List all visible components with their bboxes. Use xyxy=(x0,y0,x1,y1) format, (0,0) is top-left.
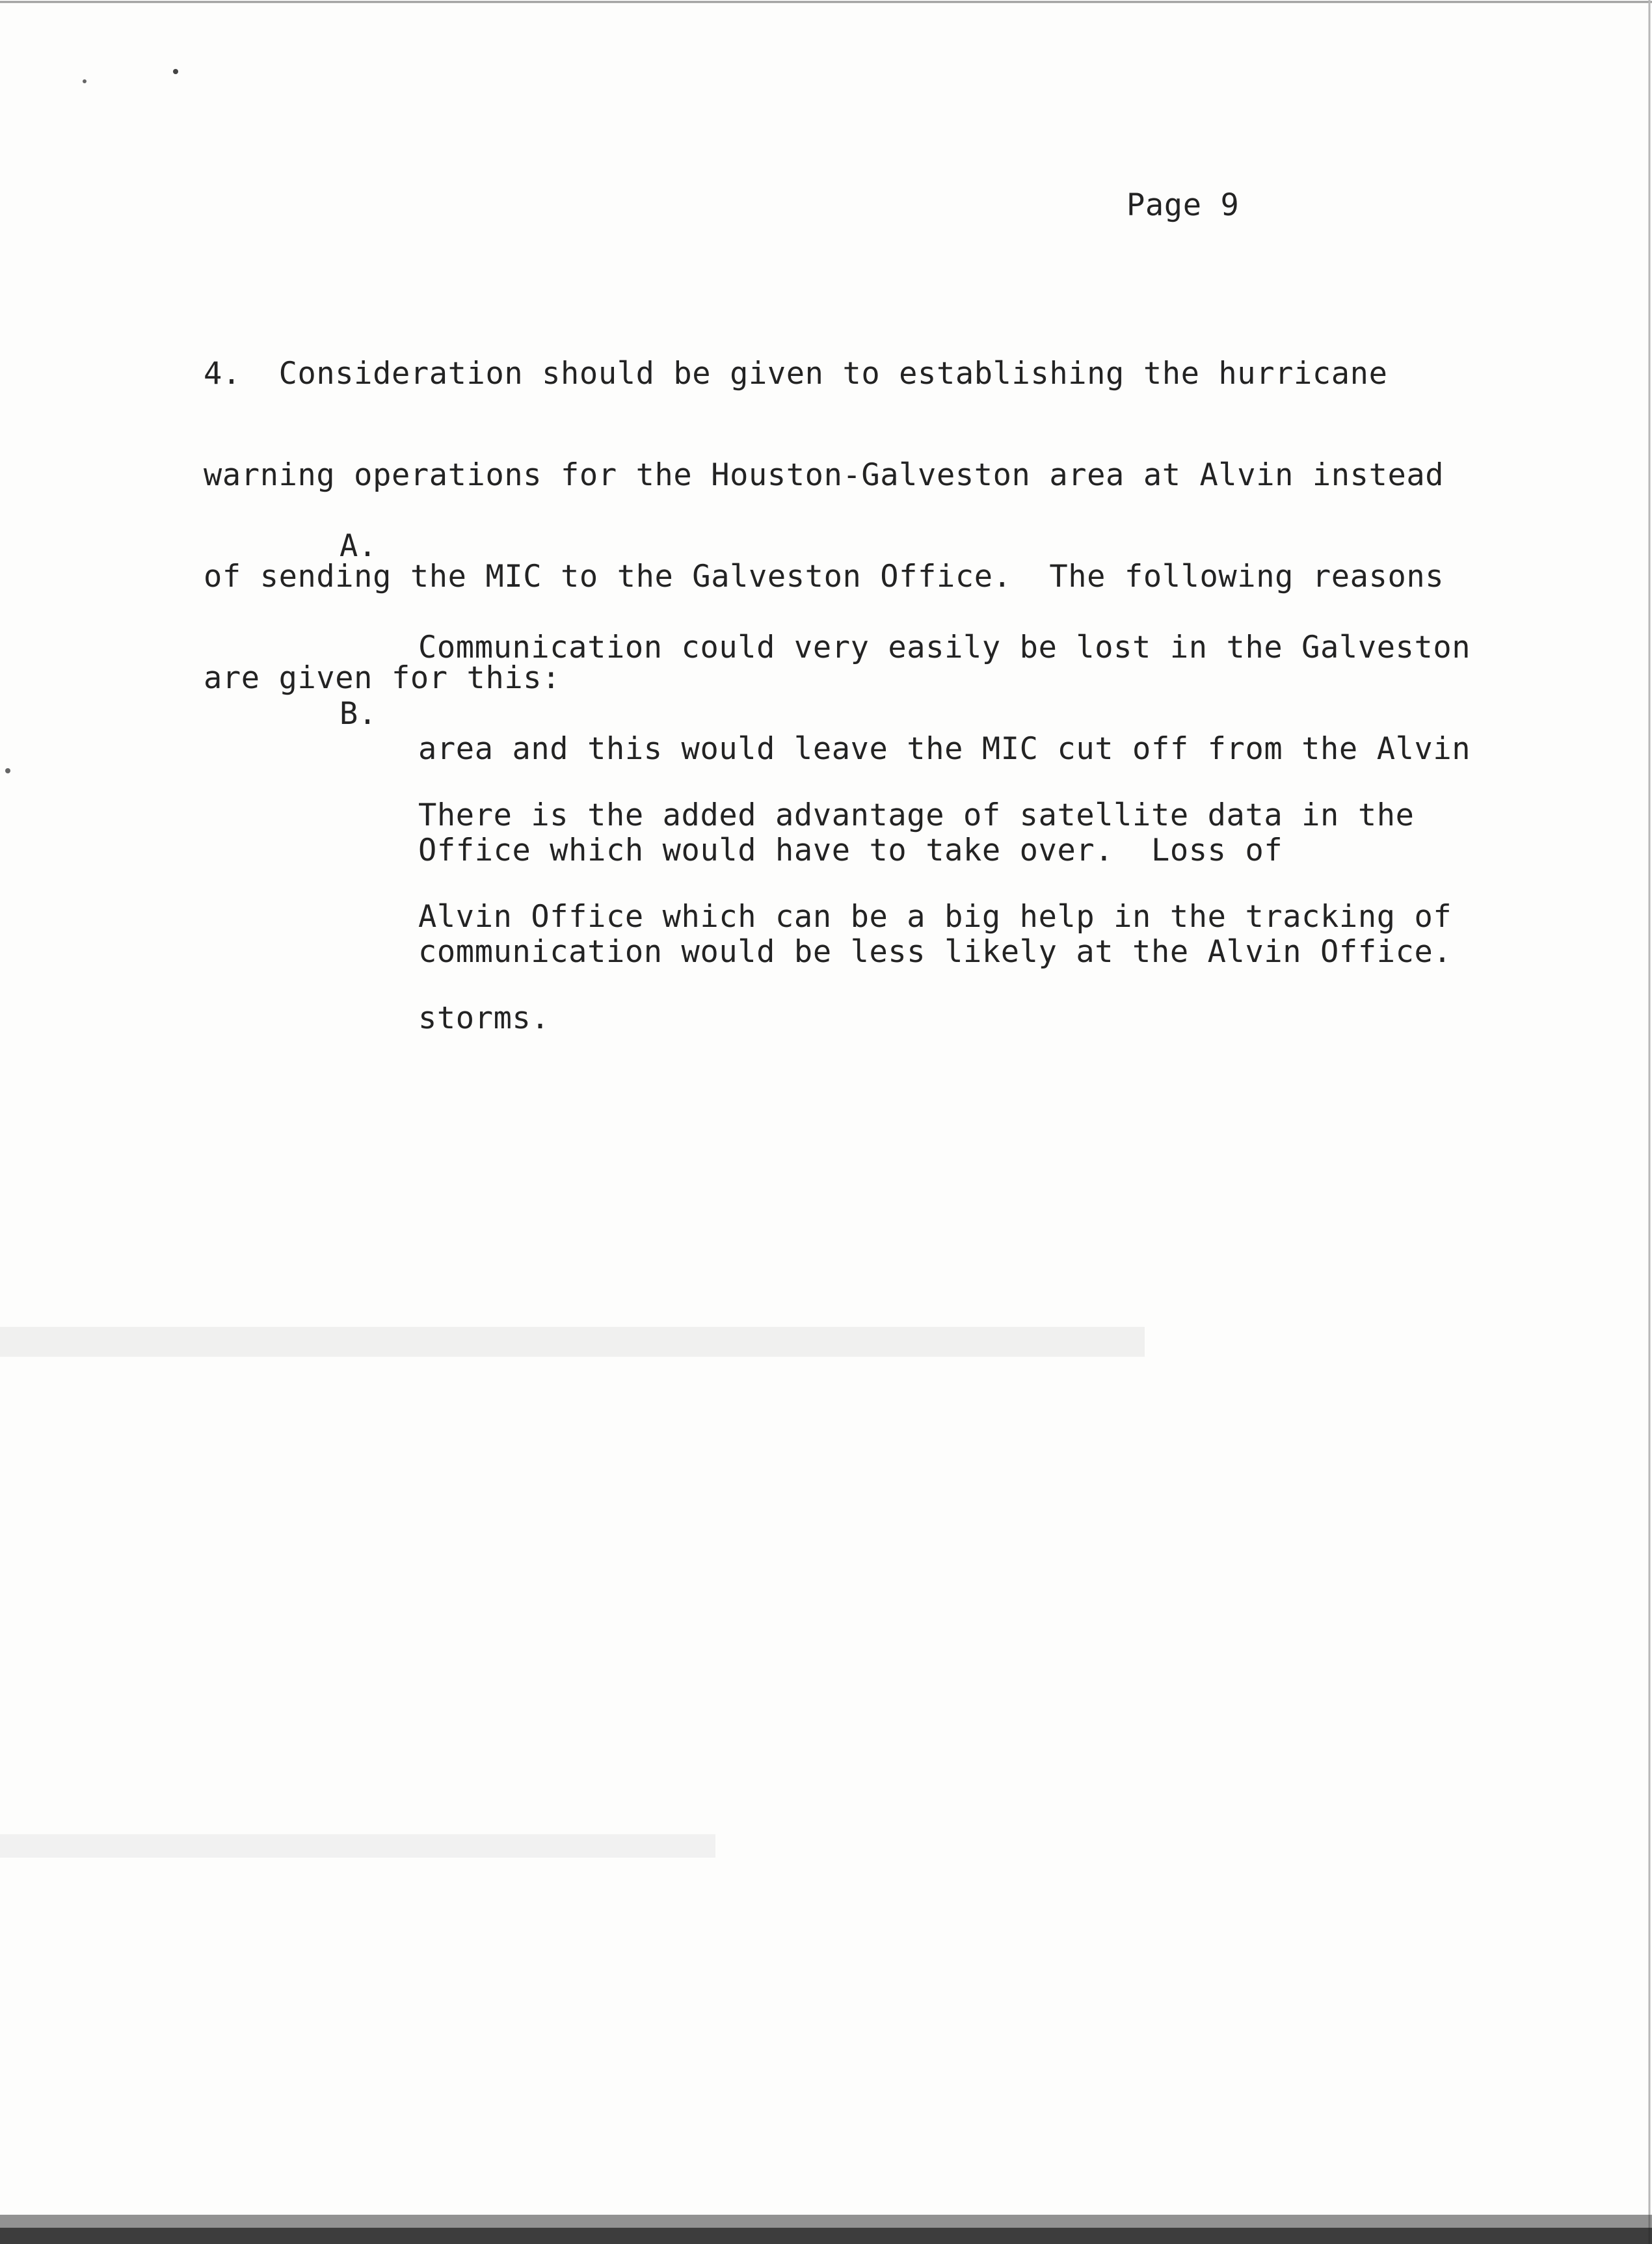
item-line: There is the added advantage of satellite data in the xyxy=(418,797,1415,833)
item-line: storms. xyxy=(418,1000,550,1036)
item-text xyxy=(418,731,1452,1103)
paragraph-line: warning operations for the Houston-Galveston area at Alvin instead xyxy=(204,457,1445,493)
paragraph-line: of sending the MIC to the Galveston Office. The following reasons xyxy=(204,559,1445,594)
item-line: Office which would have to take over. Loss of xyxy=(418,833,1283,868)
item-label: B. xyxy=(340,696,377,732)
item-line: Alvin Office which can be a big help in the tracking of xyxy=(418,899,1452,935)
item-line: Communication could very easily be lost in the Galveston xyxy=(418,630,1471,665)
item-line: communication would be less likely at the Alvin Office. xyxy=(418,934,1452,970)
paragraph-line: 4. Consideration should be given to establishing the hurricane xyxy=(204,356,1388,392)
page-number: Page 9 xyxy=(1126,187,1240,223)
paragraph-line: are given for this: xyxy=(204,660,561,696)
item-label: A. xyxy=(340,528,377,564)
item-line: area and this would leave the MIC cut off from the Alvin xyxy=(418,731,1471,767)
